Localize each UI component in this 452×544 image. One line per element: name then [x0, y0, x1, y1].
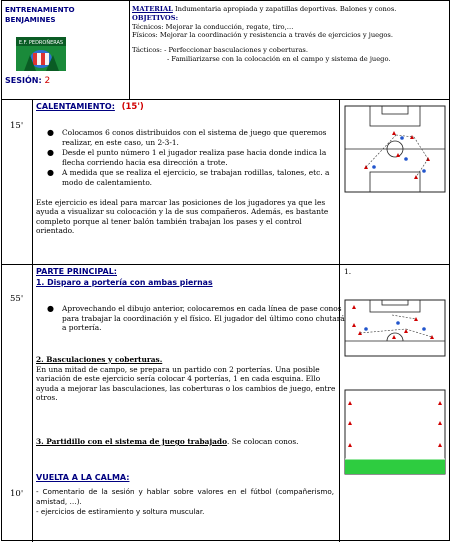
- warmup-pitch-diagram: [344, 105, 446, 193]
- main-title-wrap: [36, 267, 117, 276]
- main-title: PARTE PRINCIPAL:: [36, 267, 117, 276]
- session-sheet: [1, 0, 450, 541]
- objectives-label: OBJETIVOS:: [132, 13, 179, 22]
- list-item: ● Desde el punto número 1 el jugador realiza pase hacia donde indica la flecha corriendo hacia esa dirección a trote.: [47, 148, 327, 167]
- team-title: [5, 5, 75, 25]
- main-time: 55': [10, 294, 24, 304]
- col-divider-time: [32, 99, 33, 542]
- bullet-icon: ●: [47, 148, 54, 158]
- team-title-line1: ENTRENAMIENTO: [5, 5, 75, 14]
- exercise-2: [36, 355, 336, 403]
- cooldown-text: [36, 487, 334, 517]
- list-item: ● A medida que se realiza el ejercicio, se trabajan rodillas, talones, etc. a modo de calentamiento.: [47, 168, 330, 187]
- exercise-3-text: . Se colocan conos.: [227, 437, 299, 446]
- material-label: MATERIAL: [132, 5, 173, 13]
- bullet-icon: ●: [47, 168, 54, 178]
- objective-tactical-1: Tácticos: - Perfeccionar basculaciones y coberturas.: [132, 46, 308, 55]
- session-number: 2: [44, 76, 51, 86]
- exercise-2-title: 2. Basculaciones y coberturas.: [36, 355, 163, 364]
- warmup-content: [36, 102, 336, 236]
- cooldown-line-1: - Comentario de la sesión y hablar sobre valores en el fútbol (compañerismo, amistad, …).: [36, 487, 334, 506]
- list-item: ● Colocamos 6 conos distribuidos con el sistema de juego que queremos realizar, en este caso, un 2-3-1.: [47, 128, 327, 147]
- material-text: Indumentaria apropiada y zapatillas deportivas. Balones y conos.: [172, 5, 397, 13]
- exercise-3-title: 3. Partidillo con el sistema de juego trabajado: [36, 437, 228, 446]
- cooldown-line-2: - ejercicios de estiramiento y soltura muscular.: [36, 507, 205, 516]
- warmup-paragraph: Este ejercicio es ideal para marcar las posiciones de los jugadores ya que les ayuda a visualizar su colocación y la de sus compañeros. Además, es bastante completo porque al tener balón también trabajan los pases y el control orientado.: [36, 197, 329, 236]
- exercise-1-bullets: [36, 304, 348, 334]
- club-logo: [16, 37, 66, 71]
- exercise-1-title: 1. Disparo a portería con ambas piernas: [36, 278, 213, 287]
- warmup-title: CALENTAMIENTO:: [36, 102, 115, 111]
- material-line: [132, 5, 447, 14]
- exercise-2-text: En una mitad de campo, se prepara un partido con 2 porterías. Una posible variación de este ejercicio sería colocar 4 porterías, 1 en cada esquina. Ello ayuda a mejorar las basculaciones, las coberturas o los cambios de juego, entre otros.: [36, 364, 336, 403]
- row-divider-warmup: [2, 264, 449, 265]
- session-info: [5, 76, 50, 86]
- cooldown-title: VUELTA A LA CALMA:: [36, 473, 130, 482]
- bullet-icon: ●: [47, 128, 54, 137]
- objective-tactical-2: - Familiarizarse con la colocación en el campo y sistema de juego.: [167, 54, 391, 63]
- cooldown-title-wrap: [36, 473, 129, 482]
- objective-technical: Técnicos: Mejorar la conducción, regate, tiro,…: [132, 22, 294, 31]
- warmup-bullets: [36, 128, 342, 188]
- warmup-duration: (15'): [121, 102, 144, 112]
- row-divider-header: [2, 99, 449, 100]
- team-title-line2: BENJAMINES: [5, 15, 56, 24]
- club-logo-text: E.F. PEDROÑERAS: [18, 40, 64, 46]
- diagram-number-label: 1.: [344, 267, 352, 276]
- header-details: [132, 5, 447, 64]
- exercise-2-pitch-diagram: [344, 389, 446, 475]
- cooldown-time: 10': [10, 489, 24, 499]
- objective-physical: Físicos: Mejorar la coordinación y resistencia a través de ejercicios y juegos.: [132, 31, 393, 40]
- bullet-icon: ●: [47, 304, 54, 313]
- exercise-1-pitch-diagram: [344, 299, 446, 357]
- session-label: SESIÓN:: [5, 76, 42, 85]
- list-item: ● Aprovechando el dibujo anterior, colocaremos en cada línea de pase conos para trabajar la coordinación y el físico. El jugador del último cono chutará a portería.: [47, 304, 345, 333]
- col-divider-header: [129, 1, 130, 99]
- warmup-time: 15': [10, 121, 24, 131]
- exercise-3: [36, 437, 336, 447]
